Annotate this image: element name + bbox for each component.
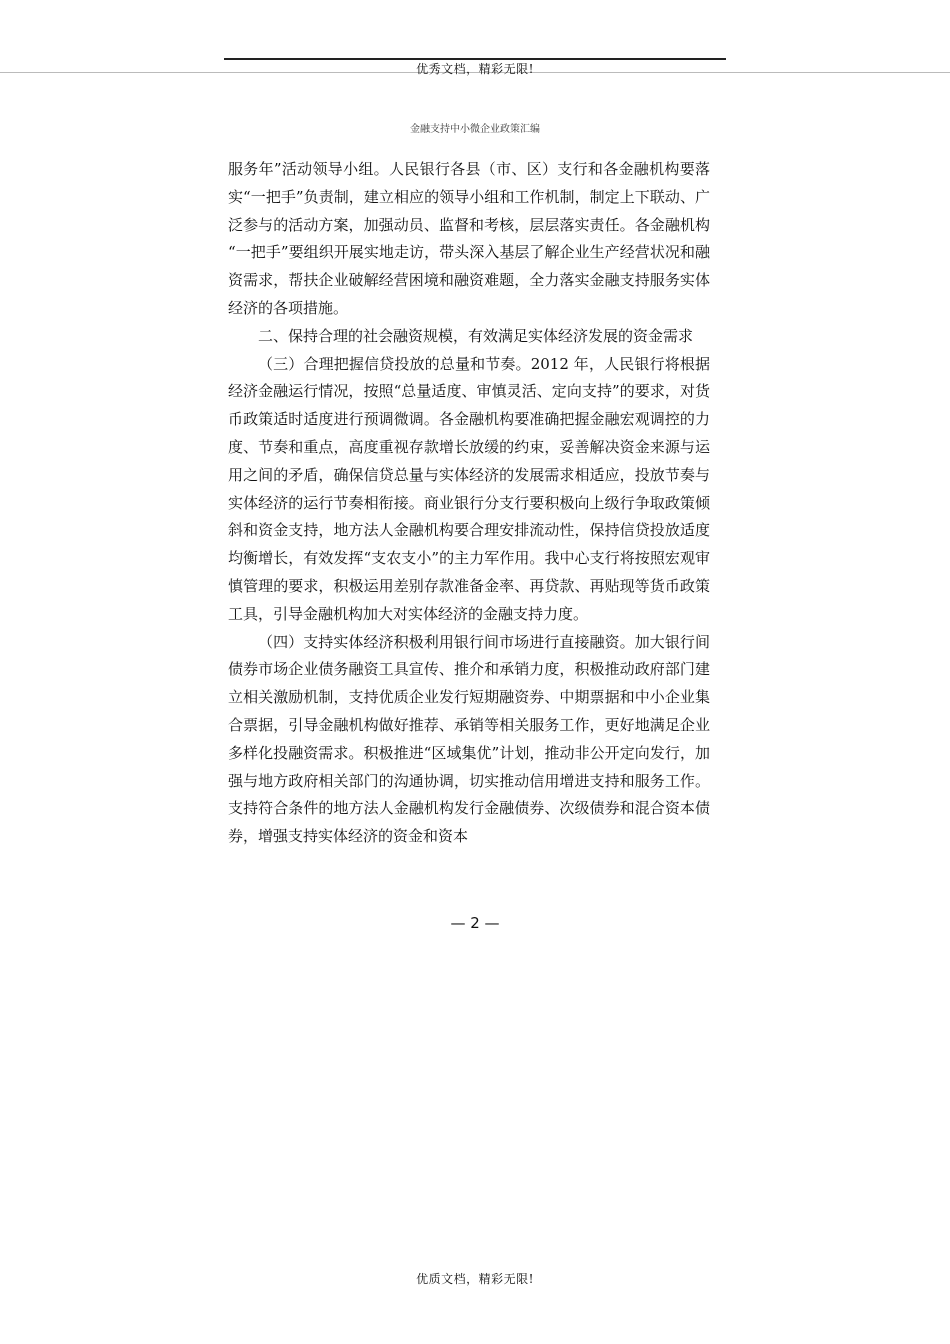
page-number: — 2 — — [450, 914, 500, 932]
document-body — [228, 156, 710, 851]
paragraph-item-4: （四）支持实体经济积极利用银行间市场进行直接融资。加大银行间债券市场企业债务融资工具宣传、推介和承销力度，积极推动政府部门建立相关激励机制，支持优质企业发行短期融资券、中期票据和中小企业集合票据，引导金融机构做好推荐、承销等相关服务工作，更好地满足企业多样化投融资需求。积极推进“区域集优”计划，推动非公开定向发行，加强与地方政府相关部门的沟通协调，切实推动信用增进支持和服务工作。支持符合条件的地方法人金融机构发行金融债券、次级债券和混合资本债券，增强支持实体经济的资金和资本 — [228, 632, 710, 846]
paragraph-item-3: （三）合理把握信贷投放的总量和节奏。2012 年，人民银行将根据经济金融运行情况，按照“总量适度、审慎灵活、定向支持”的要求，对货币政策适时适度进行预调微调。各金融机构要准确把握金融宏观调控的力度、节奏和重点，高度重视存款增长放缓的约束，妥善解决资金来源与运用之间的矛盾，确保信贷总量与实体经济的发展需求相适应，投放节奏与实体经济的运行节奏相衔接。商业银行分支行要积极向上级行争取政策倾斜和资金支持，地方法人金融机构要合理安排流动性，保持信贷投放适度均衡增长，有效发挥“支农支小”的主力军作用。我中心支行将按照宏观审慎管理的要求，积极运用差别存款准备金率、再贷款、再贴现等货币政策工具，引导金融机构加大对实体经济的金融支持力度。 — [228, 354, 710, 623]
section-heading: 二、保持合理的社会融资规模，有效满足实体经济发展的资金需求 — [258, 326, 694, 345]
paragraph-continuation: 服务年”活动领导小组。人民银行各县（市、区）支行和各金融机构要落实“一把手”负责制，建立相应的领导小组和工作机制，制定上下联动、广泛参与的活动方案，加强动员、监督和考核，层层落实责任。各金融机构 “一把手”要组织开展实地走访，带头深入基层了解企业生产经营状况和融资需求，帮扶企业破解经营困境和融资难题，全力落实金融支持服务实体经济的各项措施。 — [228, 160, 710, 317]
page-footer: 优质文档，精彩无限! — [416, 1272, 534, 1286]
document-title: 金融支持中小微企业政策汇编 — [410, 124, 540, 135]
page-header: 优秀文档，精彩无限! — [416, 62, 534, 76]
